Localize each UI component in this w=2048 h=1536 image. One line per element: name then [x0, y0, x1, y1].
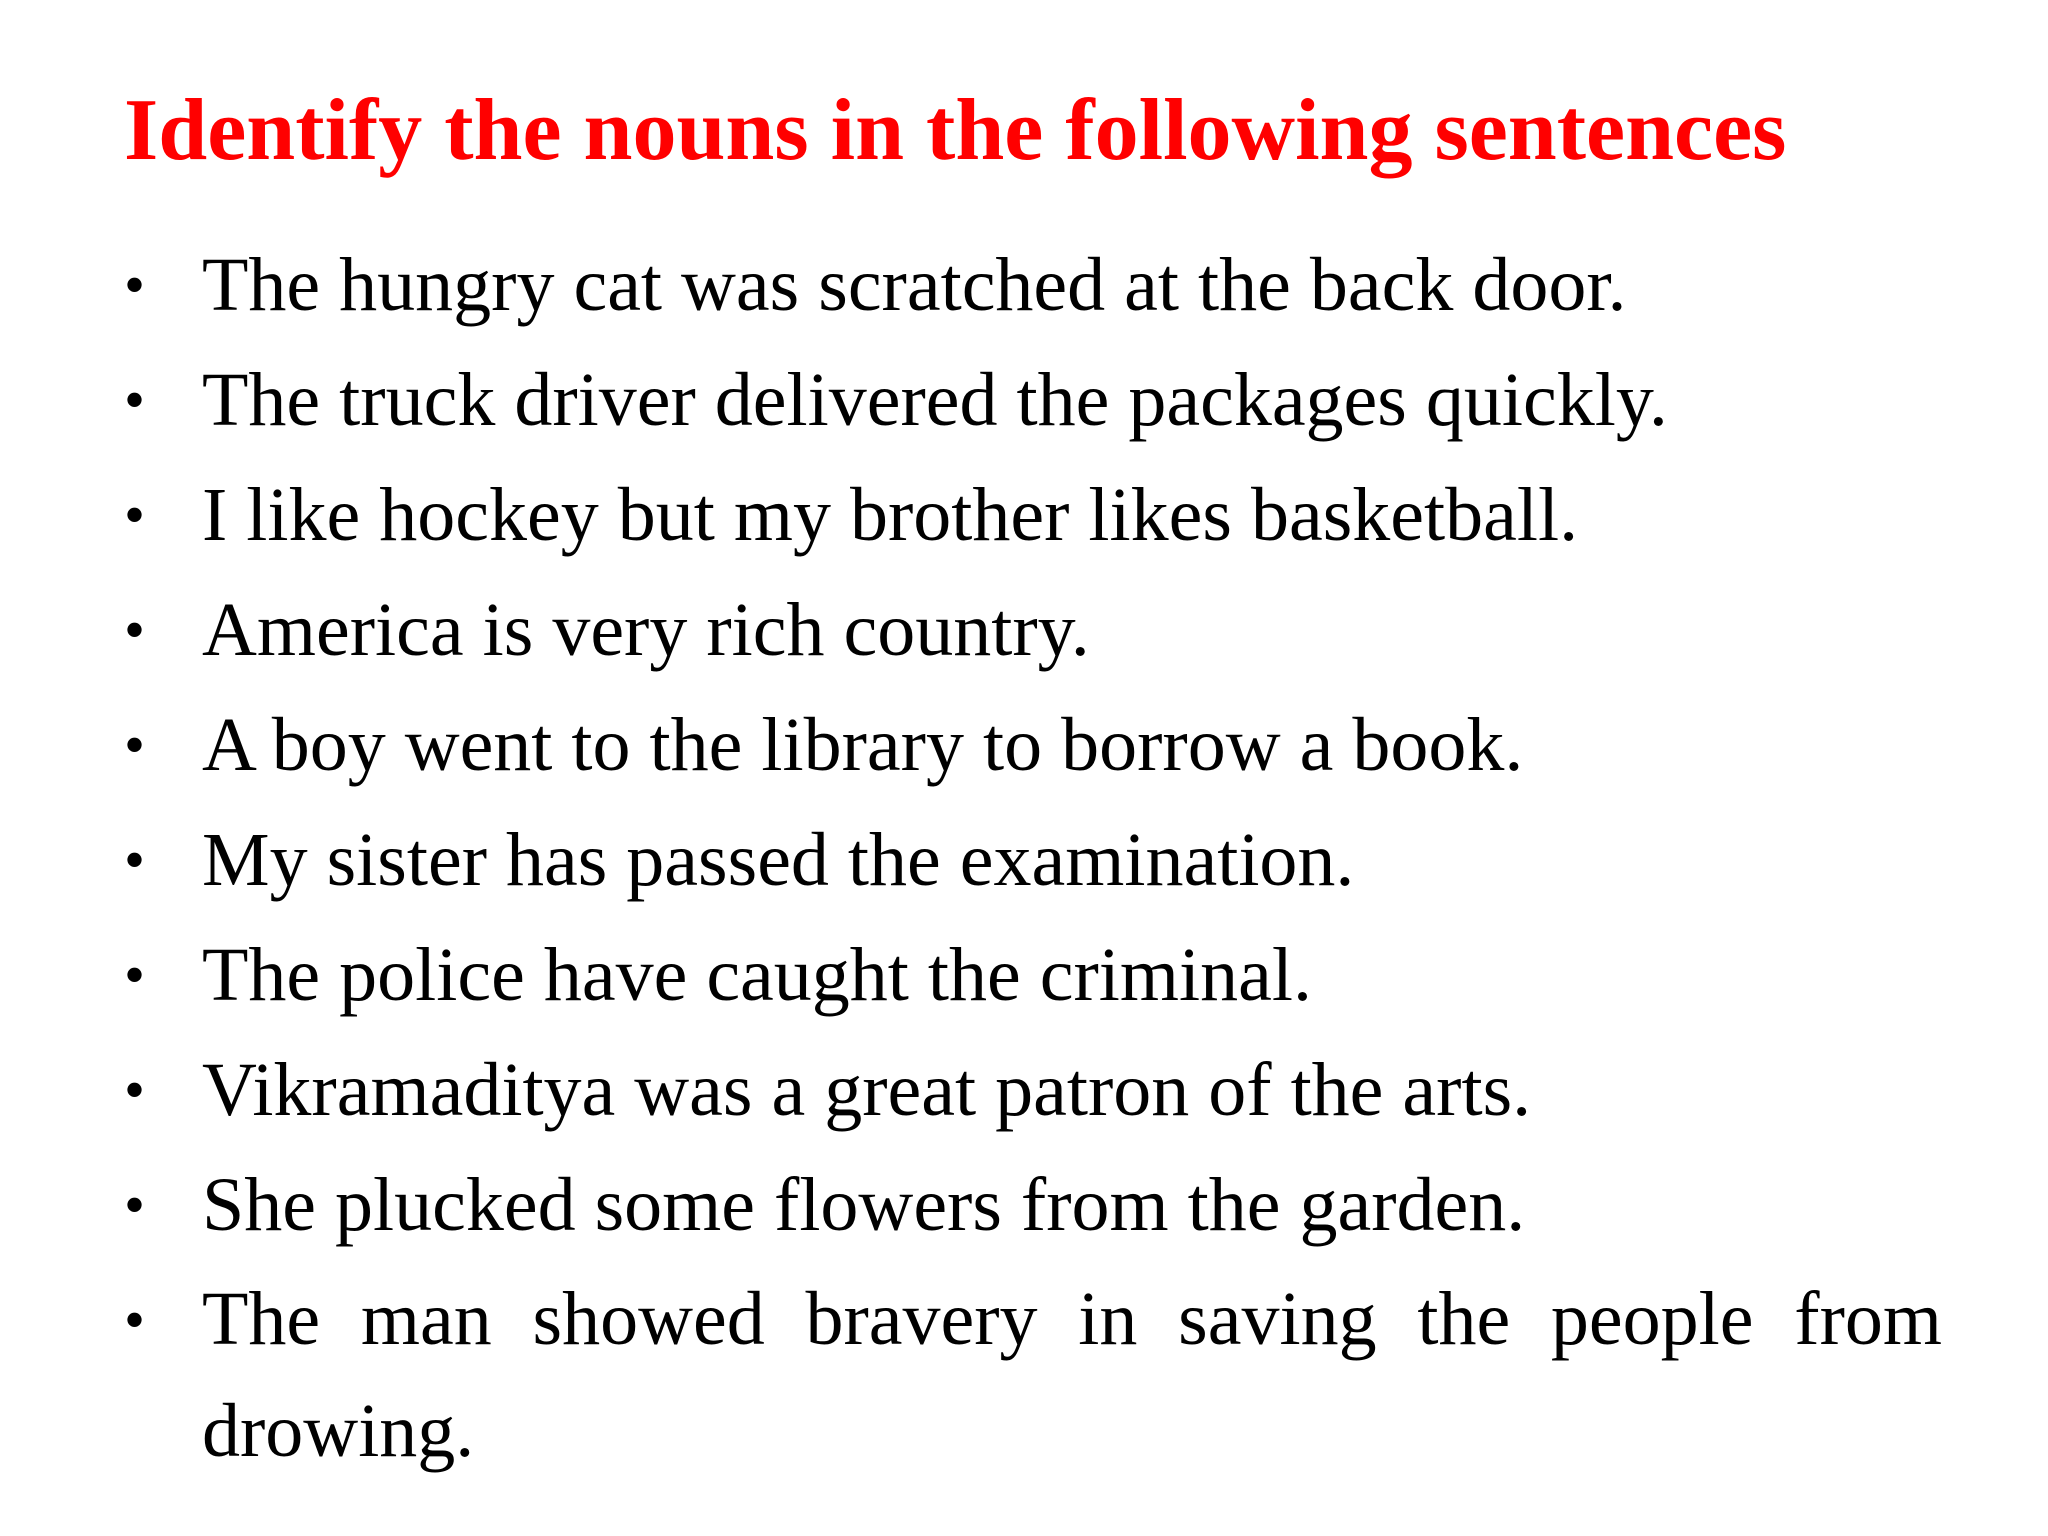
bullet-icon: • — [124, 1057, 146, 1123]
bullet-icon: • — [124, 1172, 146, 1238]
bullet-icon: • — [124, 482, 146, 548]
sentence-text: The truck driver delivered the packages quickly. — [202, 358, 1668, 442]
list-item — [124, 228, 1942, 343]
sentence-list — [124, 228, 1942, 1487]
list-item — [124, 458, 1942, 573]
sentence-text: America is very rich country. — [202, 588, 1090, 672]
bullet-icon: • — [124, 827, 146, 893]
sentence-text: She plucked some flowers from the garden. — [202, 1163, 1526, 1247]
bullet-icon: • — [124, 712, 146, 778]
sentence-text: A boy went to the library to borrow a book. — [202, 703, 1524, 787]
bullet-icon: • — [124, 252, 146, 318]
sentence-text: The man showed bravery in saving the people from drowing. — [202, 1277, 1942, 1473]
bullet-icon: • — [124, 942, 146, 1008]
list-item — [124, 1263, 1942, 1487]
bullet-icon: • — [124, 1287, 146, 1353]
list-item — [124, 343, 1942, 458]
list-item — [124, 688, 1942, 803]
list-item — [124, 1033, 1942, 1148]
sentence-text: My sister has passed the examination. — [202, 818, 1355, 902]
sentence-text: I like hockey but my brother likes basketball. — [202, 473, 1579, 557]
sentence-text: The police have caught the criminal. — [202, 933, 1312, 1017]
bullet-icon: • — [124, 367, 146, 433]
list-item — [124, 573, 1942, 688]
list-item — [124, 803, 1942, 918]
bullet-icon: • — [124, 597, 146, 663]
list-item — [124, 918, 1942, 1033]
list-item — [124, 1148, 1942, 1263]
sentence-text: Vikramaditya was a great patron of the arts. — [202, 1048, 1532, 1132]
slide-title: Identify the nouns in the following sentences — [124, 82, 1787, 179]
sentence-text: The hungry cat was scratched at the back door. — [202, 243, 1627, 327]
